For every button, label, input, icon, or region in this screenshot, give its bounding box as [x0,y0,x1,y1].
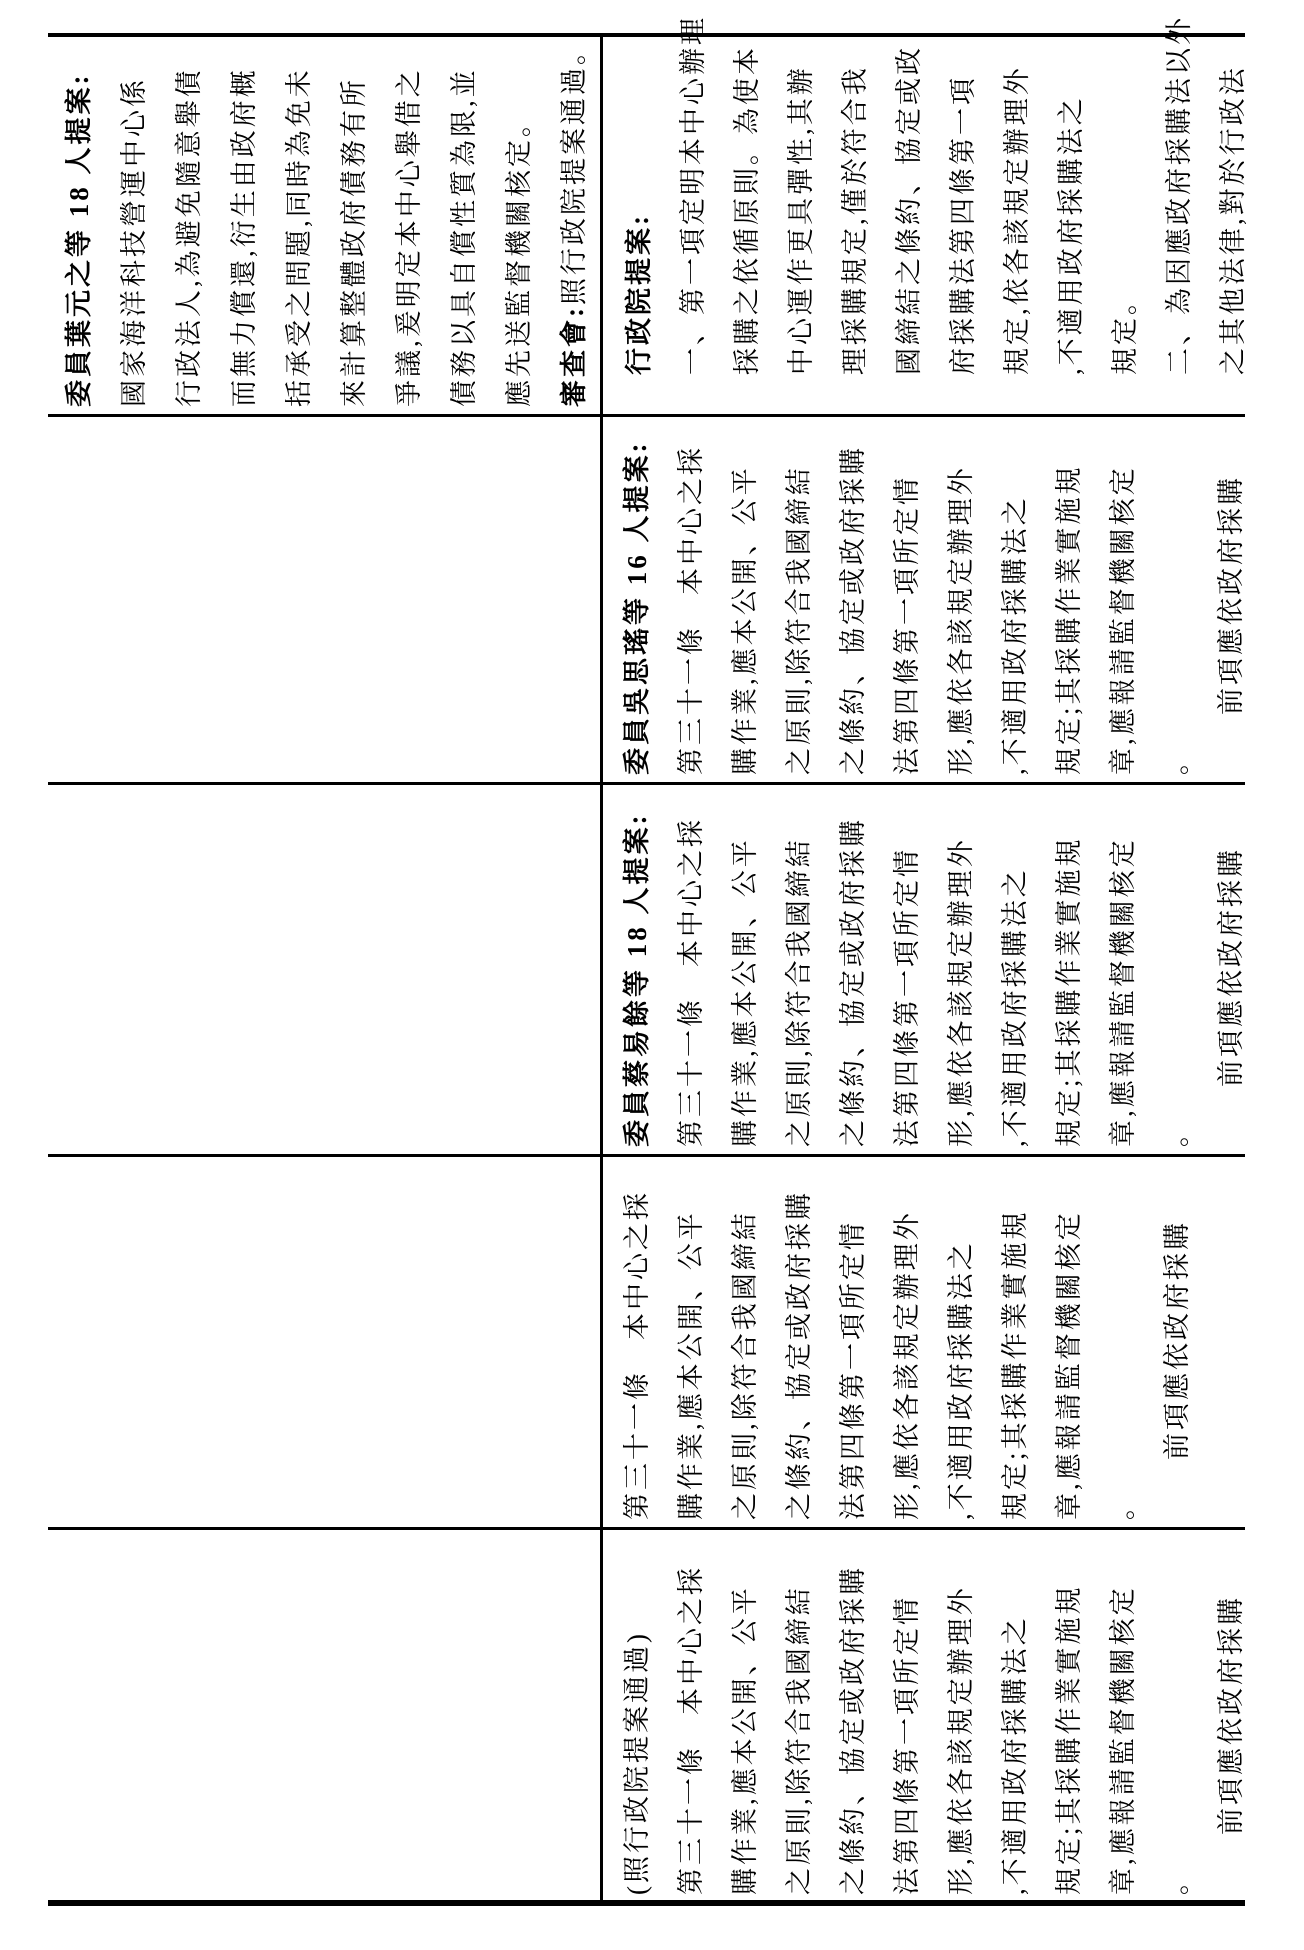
cell-explanation-article31 [622,15,1270,375]
text-line: 第三十一條 本中心之採 [676,1565,706,1895]
cell-tsai-proposal-text [620,783,1268,1147]
text-line: 委員蔡易餘等 18 人提案: [622,812,652,1147]
text-line: 規定;其採購作業實施規 [1054,836,1084,1147]
text-line: 章,應報請監督機關核定 [1054,1210,1084,1520]
grid-table-left-border-line [48,1900,1245,1906]
text-line: 國家海洋科技營運中心係 [119,77,149,407]
cell-approved-text [620,1528,1268,1895]
cell-executive-proposal-text [620,1155,1214,1520]
text-line: 之其他法律,對於行政法 [1218,65,1248,375]
text-line: ,不適用政府採購法之 [946,1240,976,1520]
text-line: 之原則,除符合我國締結 [784,1585,814,1895]
text-line: 括承受之問題,同時為免未 [284,67,314,407]
text-line: 法第四條第一項所定情 [838,1220,868,1520]
text-line: 行政院提案: [624,213,654,375]
text-line: 理採購規定,僅於符合我 [840,65,870,375]
text-line: 章,應報請監督機關核定 [1108,1585,1138,1895]
text-line: 形,應依各該規定辦理外 [892,1210,922,1520]
text-line: ,不適用政府採購法之 [1000,495,1030,775]
text-line: 採購之依循原則。為使本 [732,45,762,375]
text-line: 規定;其採購作業實施規 [1054,464,1084,775]
text-line: 規定;其採購作業實施規 [1054,1584,1084,1895]
text-line: 前項應依政府採購 [1216,1595,1246,1895]
text-line: 。 [1162,1117,1192,1147]
text-line: 前項應依政府採購 [1162,1220,1192,1520]
text-line: 中心運作更具彈性,其辦 [786,65,816,375]
text-line: 。 [1162,745,1192,775]
text-line: 之條約、協定或政府採購 [838,445,868,775]
text-line: 國締結之條約、協定或政 [894,45,924,375]
text-line: 購作業,應本公開、公平 [730,465,760,775]
text-line: 之原則,除符合我國締結 [730,1210,760,1520]
text-line: 購作業,應本公開、公平 [676,1210,706,1520]
text-line: 債務以具自償性質為限,並 [449,67,479,407]
text-line: 前項應依政府採購 [1216,475,1246,775]
text-line: ,不適用政府採購法之 [1000,1615,1030,1895]
text-line: 府採購法第四條第一項 [948,75,978,375]
text-line: 第三十一條 本中心之採 [676,817,706,1147]
text-line: 一、第一項定明本中心辦理 [678,15,708,375]
text-line: 而無力償還,衍生由政府概 [229,67,259,407]
text-line: 委員吳思瑤等 16 人提案: [622,440,652,775]
text-line: 法第四條第一項所定情 [892,1595,922,1895]
text-line: (照行政院提案通過) [622,1631,652,1895]
text-line: 行政法人,為避免隨意舉債 [174,67,204,407]
text-line: ,不適用政府採購法之 [1056,95,1086,375]
text-line: 審查會:照行政院提案通過。 [559,35,589,407]
text-line: 購作業,應本公開、公平 [730,1585,760,1895]
text-line: 之原則,除符合我國締結 [784,465,814,775]
text-line: 第三十一條 本中心之採 [622,1190,652,1520]
text-line: 爭議,爰明定本中心舉借之 [394,67,424,407]
cell-explanation-prev-article [62,35,612,407]
text-line: 。 [1162,1865,1192,1895]
text-line: 第三十一條 本中心之採 [676,445,706,775]
text-line: ,不適用政府採購法之 [1000,867,1030,1147]
text-line: 應先送監督機關核定。 [504,107,534,407]
text-line: 規定。 [1110,285,1140,375]
text-line: 章,應報請監督機關核定 [1108,465,1138,775]
text-line: 形,應依各該規定辦理外 [946,837,976,1147]
text-line: 之條約、協定或政府採購 [838,817,868,1147]
text-line: 規定,依各該規定辦理外 [1002,65,1032,375]
text-line: 來計算整體政府債務有所 [339,77,369,407]
text-line: 之條約、協定或政府採購 [838,1565,868,1895]
text-line: 。 [1108,1490,1138,1520]
text-line: 之原則,除符合我國締結 [784,837,814,1147]
text-line: 二、為因應政府採購法以外 [1164,15,1194,375]
text-line: 形,應依各該規定辦理外 [946,1585,976,1895]
text-line: 形,應依各該規定辦理外 [946,465,976,775]
text-line: 章,應報請監督機關核定 [1108,837,1138,1147]
text-line: 規定;其採購作業實施規 [1000,1209,1030,1520]
text-line: 之條約、協定或政府採購 [784,1190,814,1520]
cell-wu-proposal-text [620,415,1268,775]
text-line: 購作業,應本公開、公平 [730,837,760,1147]
text-line: 法第四條第一項所定情 [892,847,922,1147]
text-line: 法第四條第一項所定情 [892,475,922,775]
text-line: 前項應依政府採購 [1216,847,1246,1147]
text-line: 委員葉元之等 18 人提案: [64,72,94,407]
